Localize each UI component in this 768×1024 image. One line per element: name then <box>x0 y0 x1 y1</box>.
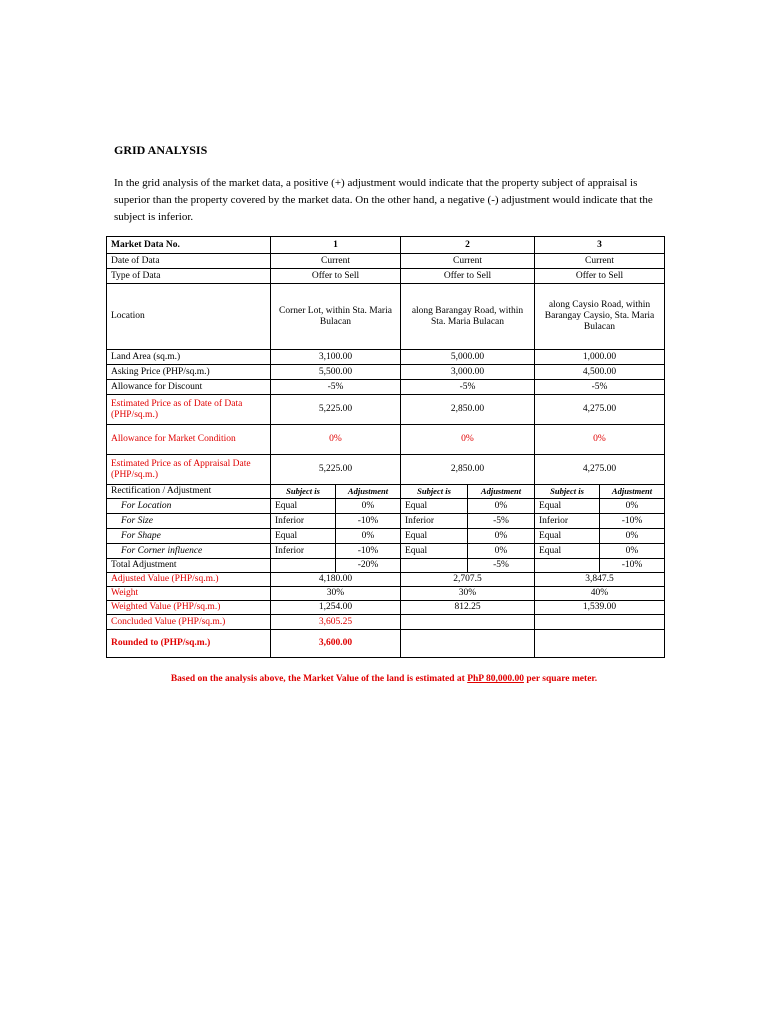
column-header-3: 3 <box>535 237 665 254</box>
table-cell: 0% <box>468 499 535 514</box>
row-label: Rounded to (PHP/sq.m.) <box>107 630 271 658</box>
table-cell: 3,847.5 <box>535 573 665 587</box>
table-cell: Equal <box>271 529 336 544</box>
empty-cell <box>271 559 336 573</box>
table-cell: 5,225.00 <box>271 395 401 425</box>
page-title: GRID ANALYSIS <box>114 143 208 157</box>
table-cell: -10% <box>600 514 665 529</box>
table-cell: 40% <box>535 587 665 601</box>
conclusion-text: Based on the analysis above, the Market Value of the land is estimated at <box>170 674 468 684</box>
table-cell: 0% <box>600 529 665 544</box>
table-cell: -10% <box>336 514 401 529</box>
table-cell: 4,180.00 <box>271 573 401 587</box>
table-row <box>107 514 665 529</box>
row-label: Weighted Value (PHP/sq.m.) <box>107 601 271 615</box>
table-row <box>107 284 665 350</box>
table-cell: -5% <box>271 380 401 395</box>
table-cell: 4,275.00 <box>535 455 665 485</box>
table-cell: Inferior <box>271 514 336 529</box>
table-cell: Current <box>271 254 401 269</box>
subheader-adjustment: Adjustment <box>600 485 665 499</box>
market-value: PhP 80,000.00 <box>467 674 524 684</box>
table-row <box>107 529 665 544</box>
table-cell: 5,500.00 <box>271 365 401 380</box>
table-cell: Offer to Sell <box>401 269 535 284</box>
table-cell: 5,225.00 <box>271 455 401 485</box>
table-cell: 4,500.00 <box>535 365 665 380</box>
row-label: Type of Data <box>107 269 271 284</box>
table-row <box>107 425 665 455</box>
table-row <box>107 573 665 587</box>
table-cell: Inferior <box>535 514 600 529</box>
table-cell: 0% <box>468 529 535 544</box>
row-label: For Size <box>107 514 271 529</box>
table-cell: -20% <box>336 559 401 573</box>
empty-cell <box>401 630 535 658</box>
table-cell: 3,100.00 <box>271 350 401 365</box>
row-label: Estimated Price as of Date of Data (PHP/sq.m.) <box>107 395 271 425</box>
table-cell: -10% <box>600 559 665 573</box>
table-cell: Equal <box>401 544 468 559</box>
table-cell: 1,539.00 <box>535 601 665 615</box>
table-cell: Equal <box>535 499 600 514</box>
table-cell: 2,850.00 <box>401 395 535 425</box>
grid-analysis-table <box>106 236 665 658</box>
row-label: Weight <box>107 587 271 601</box>
intro-paragraph: In the grid analysis of the market data, a positive (+) adjustment would indicate that the property subject of appraisal is superior than the property covered by the market data. On the other hand, a negative (-) adjustment would indicate that the subject is inferior. <box>114 177 653 223</box>
row-label: Estimated Price as of Appraisal Date (PHP/sq.m.) <box>107 455 271 485</box>
table-cell: 30% <box>271 587 401 601</box>
table-cell: 5,000.00 <box>401 350 535 365</box>
table-cell: 0% <box>535 425 665 455</box>
row-label: Allowance for Discount <box>107 380 271 395</box>
table-row <box>107 544 665 559</box>
table-cell: Equal <box>401 529 468 544</box>
table-cell: Inferior <box>271 544 336 559</box>
table-row <box>107 630 665 658</box>
table-cell: 0% <box>336 529 401 544</box>
empty-cell <box>401 559 468 573</box>
table-cell: 2,850.00 <box>401 455 535 485</box>
column-header-2: 2 <box>401 237 535 254</box>
table-row <box>107 587 665 601</box>
table-row <box>107 380 665 395</box>
row-label: Rectification / Adjustment <box>107 485 271 499</box>
table-cell: -5% <box>468 514 535 529</box>
subheader-subject: Subject is <box>271 485 336 499</box>
table-row <box>107 254 665 269</box>
table-cell: 2,707.5 <box>401 573 535 587</box>
table-cell: along Caysio Road, within Barangay Caysio, Sta. Maria Bulacan <box>535 284 665 350</box>
table-row <box>107 499 665 514</box>
table-cell: Inferior <box>401 514 468 529</box>
table-cell: Equal <box>401 499 468 514</box>
table-cell: 1,000.00 <box>535 350 665 365</box>
table-cell: 3,600.00 <box>271 630 401 658</box>
table-cell: 1,254.00 <box>271 601 401 615</box>
row-label: Adjusted Value (PHP/sq.m.) <box>107 573 271 587</box>
table-cell: -5% <box>401 380 535 395</box>
table-cell: Equal <box>271 499 336 514</box>
column-header-1: 1 <box>271 237 401 254</box>
table-cell: 0% <box>600 499 665 514</box>
table-cell: -10% <box>336 544 401 559</box>
conclusion-suffix: per square meter. <box>523 674 598 684</box>
table-cell: -5% <box>535 380 665 395</box>
row-label: Concluded Value (PHP/sq.m.) <box>107 615 271 630</box>
table-cell: Current <box>535 254 665 269</box>
table-cell: 0% <box>401 425 535 455</box>
table-cell: Offer to Sell <box>271 269 401 284</box>
table-cell: Equal <box>535 544 600 559</box>
empty-cell <box>401 615 535 630</box>
row-label: Asking Price (PHP/sq.m.) <box>107 365 271 380</box>
table-cell: along Barangay Road, within Sta. Maria Bulacan <box>401 284 535 350</box>
conclusion-statement <box>0 674 768 684</box>
table-cell: 3,605.25 <box>271 615 401 630</box>
table-cell: Current <box>401 254 535 269</box>
row-label: Market Data No. <box>107 237 271 254</box>
row-label: Date of Data <box>107 254 271 269</box>
empty-cell <box>535 559 600 573</box>
table-row <box>107 455 665 485</box>
table-cell: 0% <box>468 544 535 559</box>
table-cell: 0% <box>336 499 401 514</box>
empty-cell <box>535 615 665 630</box>
table-row <box>107 365 665 380</box>
row-label: Allowance for Market Condition <box>107 425 271 455</box>
subheader-subject: Subject is <box>401 485 468 499</box>
row-label: Total Adjustment <box>107 559 271 573</box>
table-cell: Equal <box>535 529 600 544</box>
subheader-adjustment: Adjustment <box>468 485 535 499</box>
row-label: Location <box>107 284 271 350</box>
table-row <box>107 485 665 499</box>
row-label: For Shape <box>107 529 271 544</box>
table-cell: 30% <box>401 587 535 601</box>
table-row-header <box>107 237 665 254</box>
table-cell: -5% <box>468 559 535 573</box>
table-cell: 0% <box>271 425 401 455</box>
row-label: For Location <box>107 499 271 514</box>
table-row <box>107 559 665 573</box>
table-row <box>107 395 665 425</box>
row-label: Land Area (sq.m.) <box>107 350 271 365</box>
table-cell: 4,275.00 <box>535 395 665 425</box>
table-cell: 0% <box>600 544 665 559</box>
subheader-adjustment: Adjustment <box>336 485 401 499</box>
table-cell: Offer to Sell <box>535 269 665 284</box>
table-row <box>107 269 665 284</box>
empty-cell <box>535 630 665 658</box>
table-row <box>107 350 665 365</box>
table-cell: Corner Lot, within Sta. Maria Bulacan <box>271 284 401 350</box>
table-row <box>107 615 665 630</box>
row-label: For Corner influence <box>107 544 271 559</box>
subheader-subject: Subject is <box>535 485 600 499</box>
table-row <box>107 601 665 615</box>
table-cell: 812.25 <box>401 601 535 615</box>
table-cell: 3,000.00 <box>401 365 535 380</box>
